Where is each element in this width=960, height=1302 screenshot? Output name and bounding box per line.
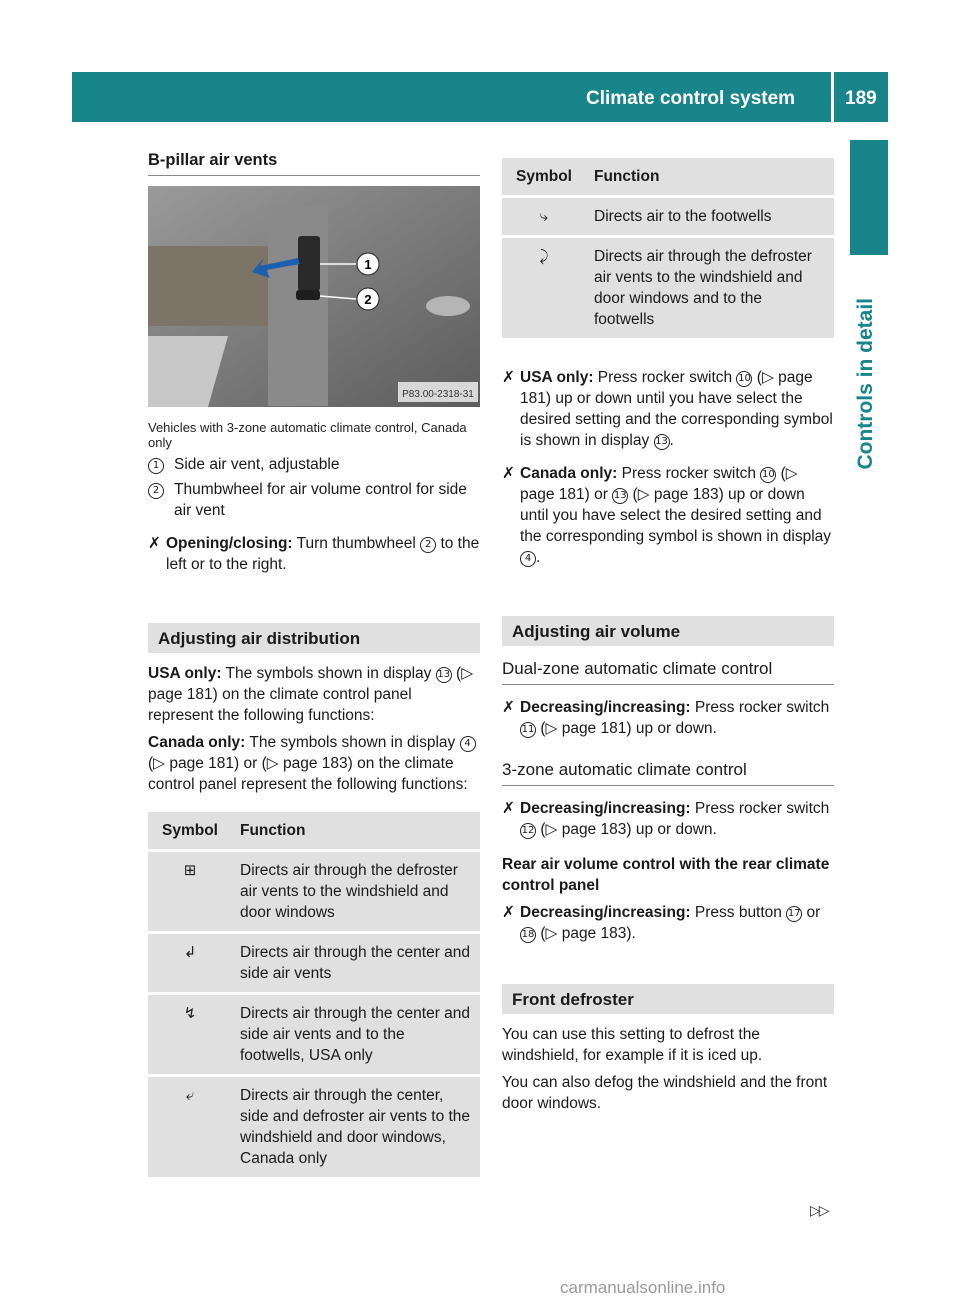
table-row <box>148 934 480 992</box>
chapter-title: Climate control system <box>586 88 796 109</box>
ref-number: 10 <box>760 467 776 483</box>
action-marker-icon: ✗ <box>502 465 515 482</box>
instruction-text: to the left or to the right. <box>166 535 480 573</box>
ref-number: 17 <box>786 906 802 922</box>
air-vent-shape <box>298 236 320 291</box>
table-row <box>148 995 480 1074</box>
function-cell: Directs air through the defroster air vents to the windshield and door windows <box>232 852 480 931</box>
instruction-dual-zone: ✗ Decreasing/increasing: Press rocker switch 11 (▷ page 181) up or down. <box>502 699 830 737</box>
ref-number: 10 <box>736 371 752 387</box>
function-cell: Directs air through the center and side air vents and to the footwells, USA only <box>232 995 480 1074</box>
center-side-defrost-icon: ⤶ <box>148 1077 232 1177</box>
legend-item <box>148 479 480 521</box>
ref-number: 13 <box>436 667 452 683</box>
center-side-footwell-icon: ↯ <box>148 995 232 1074</box>
legend-text: Thumbwheel for air volume control for side air vent <box>174 481 467 519</box>
table-row <box>502 238 834 338</box>
function-cell: Directs air through the defroster air vents to the windshield and door windows and to the footwells <box>586 238 834 338</box>
ref-number: 12 <box>520 823 536 839</box>
table-row <box>148 1077 480 1177</box>
column-header-function: Function <box>586 158 834 195</box>
ref-number: 4 <box>460 736 476 752</box>
callout-2-label: 2 <box>364 292 372 307</box>
defroster-paragraph-2: You can also defog the windshield and the front door windows. <box>502 1074 828 1112</box>
subheading-three-zone: 3-zone automatic climate control <box>502 759 834 786</box>
left-column <box>148 150 480 1180</box>
action-marker-icon: ✗ <box>502 369 515 386</box>
b-pillar-illustration <box>148 186 480 407</box>
watermark: carmanualsonline.info <box>560 1278 726 1297</box>
table-row <box>148 852 480 931</box>
symbol-table-right <box>502 155 834 341</box>
header-separator <box>831 72 834 122</box>
canada-paragraph: Canada only: The symbols shown in display 4 (▷ page 181) or (▷ page 183) on the climate control panel represent the following functions: <box>148 732 480 795</box>
ref-number: 18 <box>520 927 536 943</box>
ref-number: 13 <box>612 488 628 504</box>
figure-code: P83.00-2318-31 <box>402 389 474 400</box>
instruction-three-zone: ✗ Decreasing/increasing: Press rocker switch 12 (▷ page 183) up or down. <box>502 800 830 838</box>
ref-number: 2 <box>420 537 436 553</box>
continue-arrow-icon: ▷▷ <box>810 1202 828 1218</box>
symbol-table-left <box>148 809 480 1180</box>
table-header-row <box>148 812 480 849</box>
function-cell: Directs air through the center, side and defroster air vents to the windshield and door windows, Canada only <box>232 1077 480 1177</box>
usa-paragraph: USA only: The symbols shown in display 13 (▷ page 181) on the climate control panel represent the following functions: <box>148 665 474 724</box>
seat-belt-anchor <box>426 296 470 316</box>
function-cell: Directs air through the center and side air vents <box>232 934 480 992</box>
instruction-usa: ✗ USA only: Press rocker switch 10 (▷ page 181) up or down until you have select the desired setting and the corresponding symbol is shown in display 13 . <box>502 369 833 449</box>
defrost-footwell-icon: ⤸ <box>502 238 586 338</box>
b-pillar <box>268 206 328 406</box>
instruction-canada: ✗ Canada only: Press rocker switch 10 (▷ page 181) or 13 (▷ page 183) up or down until you have select the desired setting and the corresponding symbol is shown in display 4 . <box>502 465 832 566</box>
table-header-row <box>502 158 834 195</box>
action-marker-icon: ✗ <box>502 699 515 716</box>
table-row <box>502 198 834 235</box>
ref-number: 11 <box>520 722 536 738</box>
legend-number: 1 <box>148 458 164 474</box>
b-pillar-photo <box>148 186 480 407</box>
section-heading-air-volume: Adjusting air volume <box>502 616 834 646</box>
legend-item <box>148 454 480 475</box>
instruction-text: Turn thumbwheel <box>296 535 416 552</box>
callout-1-label: 1 <box>364 257 372 272</box>
instruction-rear: ✗ Decreasing/increasing: Press button 17 or 18 (▷ page 183). <box>502 904 821 942</box>
action-marker-icon: ✗ <box>148 535 161 552</box>
side-tab-marker <box>850 140 888 255</box>
defroster-paragraph-1: You can use this setting to defrost the windshield, for example if it is iced up. <box>502 1026 763 1064</box>
column-header-symbol: Symbol <box>502 158 586 195</box>
page-number: 189 <box>845 88 877 109</box>
legend-number: 2 <box>148 483 164 499</box>
ref-number: 4 <box>520 551 536 567</box>
figure-caption: Vehicles with 3-zone automatic climate control, Canada only <box>148 420 467 450</box>
ref-number: 13 <box>654 434 670 450</box>
right-column <box>502 155 834 1114</box>
column-header-symbol: Symbol <box>148 812 232 849</box>
section-heading-air-distribution: Adjusting air distribution <box>148 623 480 653</box>
wood-trim <box>148 246 288 326</box>
defrost-windows-icon: ⊞ <box>148 852 232 931</box>
legend-text: Side air vent, adjustable <box>174 456 340 473</box>
footwell-icon: ⤷ <box>502 198 586 235</box>
action-marker-icon: ✗ <box>502 904 515 921</box>
section-heading-front-defroster: Front defroster <box>502 984 834 1014</box>
section-heading-b-pillar: B-pillar air vents <box>148 150 480 176</box>
rear-panel-heading: Rear air volume control with the rear climate control panel <box>502 856 830 894</box>
function-cell: Directs air to the footwells <box>586 198 834 235</box>
action-marker-icon: ✗ <box>502 800 515 817</box>
thumbwheel-shape <box>296 290 320 300</box>
column-header-function: Function <box>232 812 480 849</box>
instruction-label: Opening/closing: <box>166 535 293 552</box>
subheading-dual-zone: Dual-zone automatic climate control <box>502 658 834 685</box>
instruction-opening <box>148 533 480 575</box>
center-side-vents-icon: ↲ <box>148 934 232 992</box>
